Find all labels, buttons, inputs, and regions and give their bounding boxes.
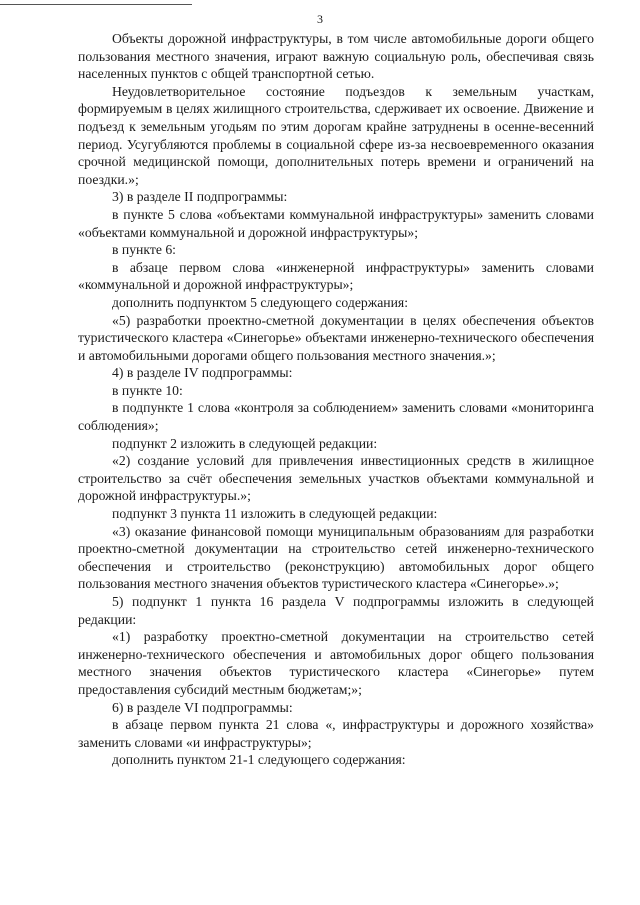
paragraph: «1) разработку проектно-сметной документации на строительство сетей инженерно-технического обеспечения и автомобильных дорог общего пользования местного значения объектов туристического кластера «Синегорье» путем предоставления субсидий местным бюджетам;»; bbox=[78, 629, 594, 697]
paragraph: в пункте 5 слова «объектами коммунальной инфраструктуры» заменить словами «объектами коммунальной и дорожной инфраструктуры»; bbox=[78, 206, 594, 240]
paragraph: «2) создание условий для привлечения инвестиционных средств в жилищное строительство за счёт обеспечения земельных участков объектами коммунальной и дорожной инфраструктуры.»; bbox=[78, 453, 594, 504]
paragraph: Неудовлетворительное состояние подъездов к земельным участкам, формируемым в целях жилищного строительства, сдерживает их освоение. Движение и подъезд к земельным угодьям по этим дорогам крайне затруднены в осенне-весенний период. Усугубляются проблемы в социальной сфере из-за несвоевременного оказания срочной медицинской помощи, дополнительных потерь времени и ограничений на поездки.»; bbox=[78, 83, 594, 187]
paragraph: дополнить пунктом 21-1 следующего содержания: bbox=[112, 752, 406, 768]
paragraph: в абзаце первом слова «инженерной инфраструктуры» заменить словами «коммунальной и дорожной инфраструктуры»; bbox=[78, 259, 594, 293]
paragraph: в абзаце первом пункта 21 слова «, инфраструктуры и дорожного хозяйства» заменить словами «и инфраструктуры»; bbox=[78, 717, 594, 750]
document-body bbox=[78, 30, 594, 769]
paragraph: «5) разработки проектно-сметной документации в целях обеспечения объектов туристического кластера «Синегорье» объектами инженерно-технического обеспечения и автомобильными дорогами общего пользования местного значения.»; bbox=[78, 312, 594, 363]
paragraph: в пункте 6: bbox=[112, 242, 176, 258]
paragraph: подпункт 3 пункта 11 изложить в следующей редакции: bbox=[112, 506, 438, 522]
paragraph: 6) в разделе VI подпрограммы: bbox=[112, 699, 293, 715]
page-number: 3 bbox=[317, 12, 323, 26]
paragraph: в подпункте 1 слова «контроля за соблюдением» заменить словами «мониторинга соблюдения»; bbox=[78, 400, 594, 434]
paragraph: 4) в разделе IV подпрограммы: bbox=[112, 365, 293, 381]
paragraph: Объекты дорожной инфраструктуры, в том числе автомобильные дороги общего пользования местного значения, играют важную социальную роль, обеспечивая связь населенных пунктов с общей транспортной сетью. bbox=[78, 31, 594, 82]
paragraph: «3) оказание финансовой помощи муниципальным образованиям для разработки проектно-сметной документации на строительство сетей инженерно-технического обеспечения и строительство (реконструкцию) автомобильных дорог общего пользования местного значения объектов туристического кластера «Синегорье».»; bbox=[78, 523, 594, 592]
paragraph: 3) в разделе II подпрограммы: bbox=[112, 189, 288, 205]
paragraph: подпункт 2 изложить в следующей редакции: bbox=[112, 435, 378, 451]
header-rule bbox=[0, 4, 192, 5]
paragraph: 5) подпункт 1 пункта 16 раздела V подпрограммы изложить в следующей редакции: bbox=[78, 594, 594, 627]
paragraph: в пункте 10: bbox=[112, 382, 183, 398]
paragraph: дополнить подпунктом 5 следующего содержания: bbox=[112, 294, 409, 310]
